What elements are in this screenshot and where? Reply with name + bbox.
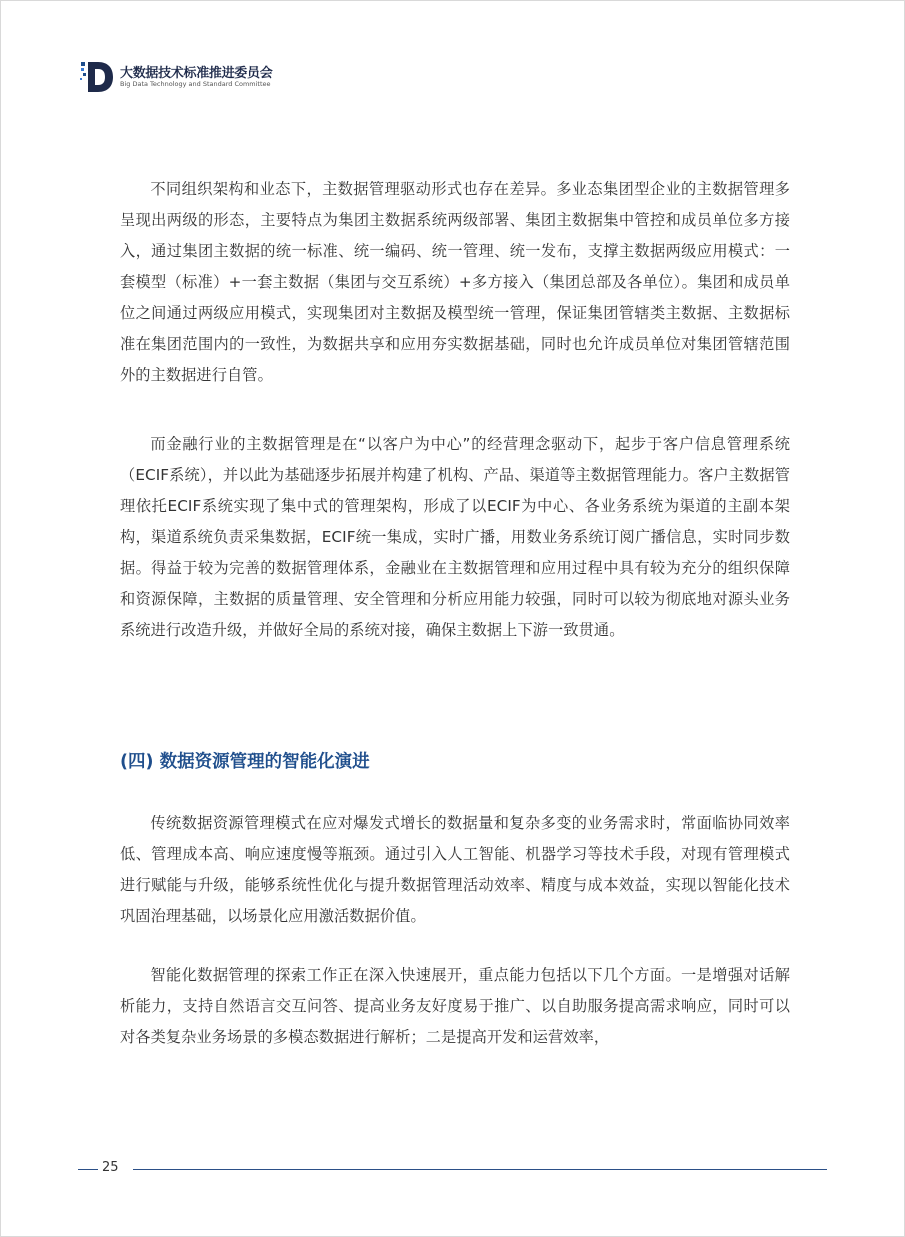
page-number: 25 — [102, 1160, 119, 1175]
paragraph: 不同组织架构和业态下，主数据管理驱动形式也存在差异。多业态集团型企业的主数据管理多呈现出两级的形态，主要特点为集团主数据系统两级部署、集团主数据集中管控和成员单位多方接入，通过集团主数据的统一标准、统一编码、统一管理、统一发布，支撑主数据两级应用模式：一套模型（标准）+一套主数据（集团与交互系统）+多方接入（集团总部及各单位）。集团和成员单位之间通过两级应用模式，实现集团对主数据及模型统一管理，保证集团管辖类主数据、主数据标准在集团范围内的一致性，为数据共享和应用夯实数据基础，同时也允许成员单位对集团管辖范围外的主数据进行自管。 — [120, 180, 790, 384]
footer-divider-left — [78, 1169, 98, 1170]
committee-logo-icon — [80, 58, 116, 94]
footer-divider-right — [133, 1169, 827, 1170]
org-name-cn: 大数据技术标准推进委员会 — [120, 66, 273, 81]
paragraph: 传统数据资源管理模式在应对爆发式增长的数据量和复杂多变的业务需求时，常面临协同效率低、管理成本高、响应速度慢等瓶颈。通过引入人工智能、机器学习等技术手段，对现有管理模式进行赋能与升级，能够系统性优化与提升数据管理活动效率、精度与成本效益，实现以智能化技术巩固治理基础，以场景化应用激活数据价值。 — [120, 814, 790, 925]
org-name-en: Big Data Technology and Standard Committee — [120, 80, 271, 88]
paragraph: 而金融行业的主数据管理是在“以客户为中心”的经营理念驱动下，起步于客户信息管理系统（ECIF系统），并以此为基础逐步拓展并构建了机构、产品、渠道等主数据管理能力。客户主数据管理依托ECIF系统实现了集中式的管理架构，形成了以ECIF为中心、各业务系统为渠道的主副本架构，渠道系统负责采集数据，ECIF统一集成，实时广播，用数业务系统订阅广播信息，实时同步数据。得益于较为完善的数据管理体系，金融业在主数据管理和应用过程中具有较为充分的组织保障和资源保障，主数据的质量管理、安全管理和分析应用能力较强，同时可以较为彻底地对源头业务系统进行改造升级，并做好全局的系统对接，确保主数据上下游一致贯通。 — [120, 435, 790, 639]
paragraph: 智能化数据管理的探索工作正在深入快速展开，重点能力包括以下几个方面。一是增强对话解析能力，支持自然语言交互问答、提高业务友好度易于推广、以自助服务提高需求响应，同时可以对各类复杂业务场景的多模态数据进行解析；二是提高开发和运营效率， — [120, 966, 790, 1046]
section-heading: (四) 数据资源管理的智能化演进 — [120, 752, 370, 772]
header-logo — [80, 58, 280, 98]
